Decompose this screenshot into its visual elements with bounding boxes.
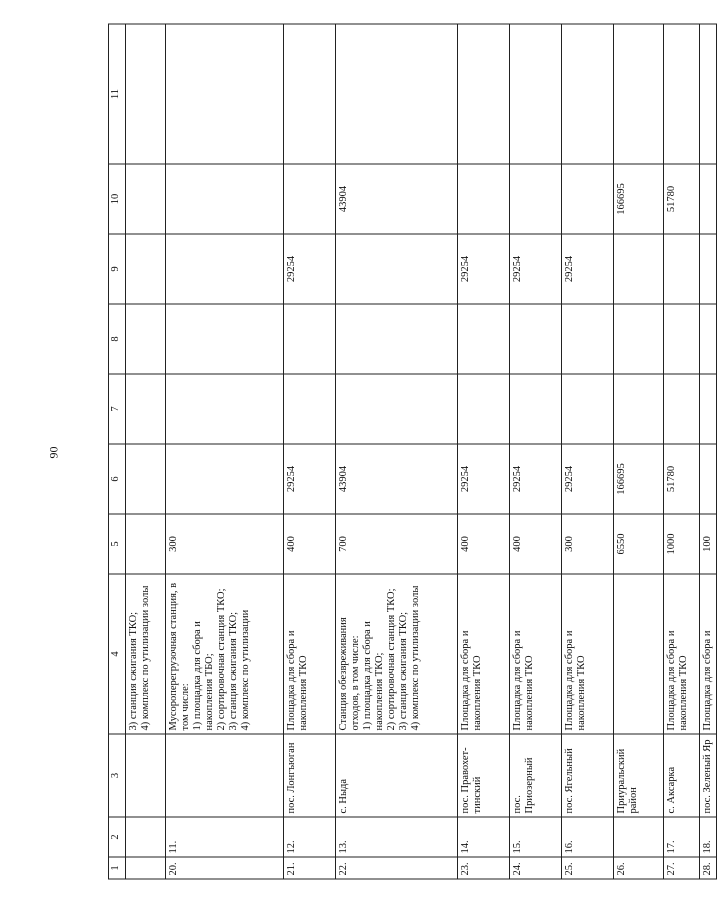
cell-col-7 — [562, 374, 614, 444]
cell-col-2 — [126, 817, 166, 857]
cell-col-6: 29254 — [458, 444, 510, 514]
cell-col-3: пос. Приозерный — [510, 734, 562, 817]
column-number-3: 3 — [109, 734, 126, 817]
cell-col-7 — [126, 374, 166, 444]
cell-col-9 — [664, 234, 700, 304]
cell-col-5 — [126, 514, 166, 574]
table-row — [614, 24, 664, 879]
cell-col-4: Площадка для сбора и накопления ТКО — [510, 574, 562, 734]
column-number-row — [109, 24, 126, 879]
cell-col-1: 22. — [336, 857, 458, 879]
cell-col-11 — [284, 24, 336, 164]
cell-col-8 — [126, 304, 166, 374]
table-row — [284, 24, 336, 879]
cell-col-6: 29254 — [510, 444, 562, 514]
cell-col-10 — [562, 164, 614, 234]
cell-col-9: 29254 — [510, 234, 562, 304]
cell-col-10 — [126, 164, 166, 234]
cell-col-10: 51780 — [664, 164, 700, 234]
page-number: 90 — [46, 446, 61, 459]
cell-col-8 — [284, 304, 336, 374]
column-number-11: 11 — [109, 24, 126, 164]
cell-col-11 — [166, 24, 284, 164]
column-number-4: 4 — [109, 574, 126, 734]
column-number-6: 6 — [109, 444, 126, 514]
cell-col-11 — [458, 24, 510, 164]
column-number-5: 5 — [109, 514, 126, 574]
cell-col-5: 400 — [510, 514, 562, 574]
cell-col-7 — [614, 374, 664, 444]
cell-col-5: 100 — [700, 514, 717, 574]
cell-col-9 — [126, 234, 166, 304]
cell-col-7 — [510, 374, 562, 444]
cell-col-3 — [166, 734, 284, 817]
cell-col-4: Площадка для сбора и накопления ТКО — [284, 574, 336, 734]
cell-col-11 — [700, 24, 717, 164]
cell-col-10 — [458, 164, 510, 234]
table-row — [510, 24, 562, 879]
cell-col-3: пос. Зеленый Яр — [700, 734, 717, 817]
column-number-8: 8 — [109, 304, 126, 374]
table-row — [166, 24, 284, 879]
cell-col-8 — [458, 304, 510, 374]
cell-col-2: 18. — [700, 817, 717, 857]
cell-col-2 — [614, 817, 664, 857]
table-row — [562, 24, 614, 879]
cell-col-2: 14. — [458, 817, 510, 857]
cell-col-8 — [510, 304, 562, 374]
cell-col-10 — [510, 164, 562, 234]
cell-col-7 — [284, 374, 336, 444]
cell-col-6: 43904 — [336, 444, 458, 514]
column-number-2: 2 — [109, 817, 126, 857]
cell-col-1: 25. — [562, 857, 614, 879]
cell-col-4: Площадка для сбора и накопления ТКО — [562, 574, 614, 734]
cell-col-1: 20. — [166, 857, 284, 879]
cell-col-8 — [664, 304, 700, 374]
cell-col-10: 43904 — [336, 164, 458, 234]
cell-col-6: 51780 — [664, 444, 700, 514]
cell-col-3: пос. Ягельный — [562, 734, 614, 817]
cell-col-11 — [336, 24, 458, 164]
table-body — [126, 24, 717, 879]
cell-col-1: 21. — [284, 857, 336, 879]
cell-col-4: Площадка для сбора и накопления ТКО — [458, 574, 510, 734]
cell-col-11 — [510, 24, 562, 164]
cell-col-9: 29254 — [562, 234, 614, 304]
cell-col-7 — [700, 374, 717, 444]
column-number-7: 7 — [109, 374, 126, 444]
cell-col-8 — [700, 304, 717, 374]
cell-col-7 — [458, 374, 510, 444]
cell-col-4: 3) станция сжигания ТКО; 4) комплекс по утилизации золы — [126, 574, 166, 734]
cell-col-5: 700 — [336, 514, 458, 574]
cell-col-1: 23. — [458, 857, 510, 879]
column-number-9: 9 — [109, 234, 126, 304]
cell-col-7 — [336, 374, 458, 444]
cell-col-6: 29254 — [284, 444, 336, 514]
cell-col-5: 300 — [562, 514, 614, 574]
cell-col-9 — [336, 234, 458, 304]
cell-col-8 — [336, 304, 458, 374]
cell-col-9 — [614, 234, 664, 304]
cell-col-4: Площадка для сбора и накопления ТКО — [664, 574, 700, 734]
cell-col-2: 15. — [510, 817, 562, 857]
cell-col-2: 11. — [166, 817, 284, 857]
cell-col-8 — [166, 304, 284, 374]
table-row — [664, 24, 700, 879]
cell-col-8 — [562, 304, 614, 374]
cell-col-10 — [166, 164, 284, 234]
waste-facilities-table — [108, 25, 713, 880]
cell-col-11 — [664, 24, 700, 164]
cell-col-6 — [700, 444, 717, 514]
cell-col-1: 24. — [510, 857, 562, 879]
cell-col-3 — [126, 734, 166, 817]
cell-col-3: с. Ныда — [336, 734, 458, 817]
cell-col-6: 29254 — [562, 444, 614, 514]
cell-col-4: Площадка для сбора и — [700, 574, 717, 734]
table-row — [458, 24, 510, 879]
table-row — [700, 24, 717, 879]
cell-col-1 — [126, 857, 166, 879]
cell-col-5: 1000 — [664, 514, 700, 574]
cell-col-1: 28. — [700, 857, 717, 879]
cell-col-11 — [614, 24, 664, 164]
cell-col-8 — [614, 304, 664, 374]
cell-col-1: 27. — [664, 857, 700, 879]
cell-col-2: 16. — [562, 817, 614, 857]
column-number-1: 1 — [109, 857, 126, 879]
cell-col-9 — [166, 234, 284, 304]
table-row — [126, 24, 166, 879]
cell-col-10 — [700, 164, 717, 234]
cell-col-2: 12. — [284, 817, 336, 857]
cell-col-7 — [166, 374, 284, 444]
cell-col-2: 17. — [664, 817, 700, 857]
cell-col-4: Станция обезвреживания отходов, в том числе: 1) площадка для сбора и накопления ТКО; 2) сортировочная станция ТКО; 3) станция сжигания ТКО; 4) комплекс по утилизации золы — [336, 574, 458, 734]
cell-col-9: 29254 — [458, 234, 510, 304]
cell-col-6: 166695 — [614, 444, 664, 514]
cell-col-3: с. Аксарка — [664, 734, 700, 817]
cell-col-1: 26. — [614, 857, 664, 879]
table-row — [336, 24, 458, 879]
column-number-10: 10 — [109, 164, 126, 234]
cell-col-3: Приуральский район — [614, 734, 664, 817]
cell-col-4 — [614, 574, 664, 734]
cell-col-11 — [126, 24, 166, 164]
cell-col-4: Мусороперегрузочная станция, в том числе: 1) площадка для сбора и накопления ТБО; 2) сортировочная станция ТКО; 3) станция сжигания ТКО; 4) комплекс по утилизации — [166, 574, 284, 734]
cell-col-2: 13. — [336, 817, 458, 857]
cell-col-3: пос. Лонгъюган — [284, 734, 336, 817]
cell-col-10 — [284, 164, 336, 234]
cell-col-6 — [126, 444, 166, 514]
cell-col-7 — [664, 374, 700, 444]
cell-col-9: 29254 — [284, 234, 336, 304]
cell-col-3: пос. Правохет-тинский — [458, 734, 510, 817]
cell-col-11 — [562, 24, 614, 164]
cell-col-5: 6550 — [614, 514, 664, 574]
cell-col-6 — [166, 444, 284, 514]
cell-col-5: 400 — [458, 514, 510, 574]
cell-col-5: 400 — [284, 514, 336, 574]
cell-col-5: 300 — [166, 514, 284, 574]
cell-col-9 — [700, 234, 717, 304]
cell-col-10: 166695 — [614, 164, 664, 234]
